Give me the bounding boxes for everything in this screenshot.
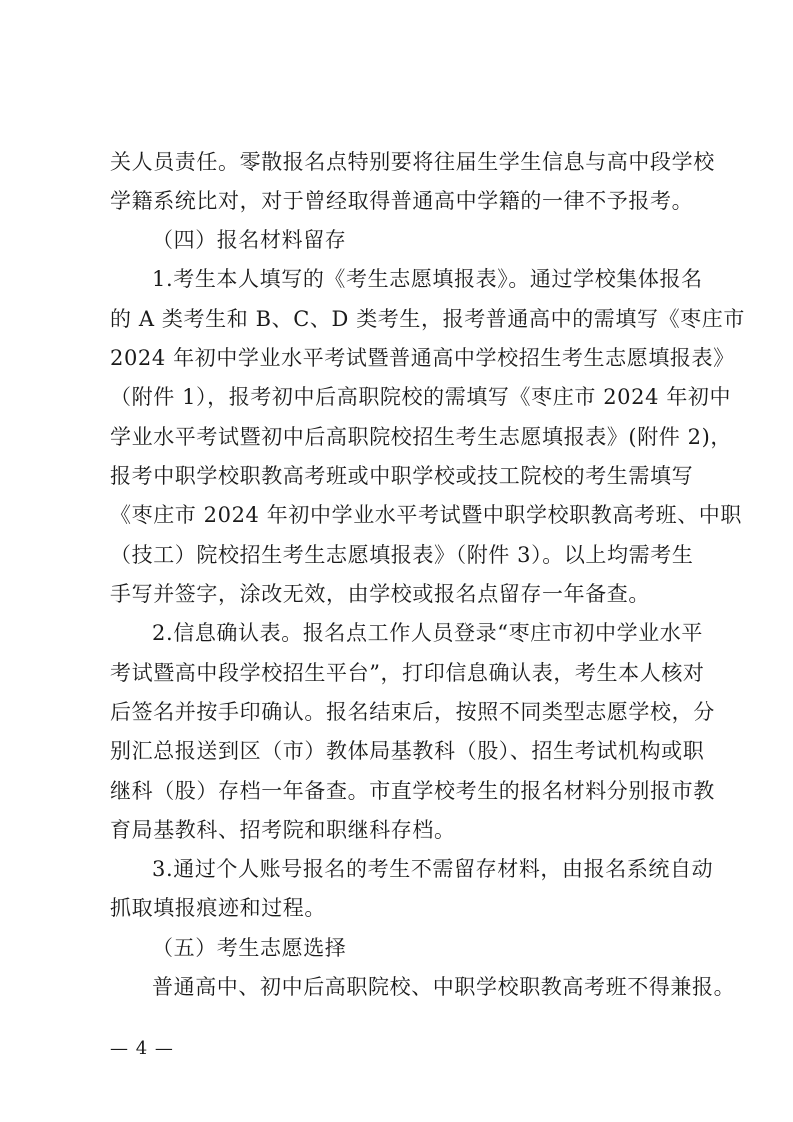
body-line: 别汇总报送到区（市）教体局基教科（股）、招生考试机构或职 [110,739,705,763]
body-line: 报考中职学校职教高考班或中职学校或技工院校的考生需填写 [110,464,694,488]
body-line: 的 A 类考生和 B、C、D 类考生，报考普通高中的需填写《枣庄市 [110,307,746,331]
body-line: 考试暨高中段学校招生平台”，打印信息确认表，考生本人核对 [110,661,705,685]
body-line: 关人员责任。零散报名点特别要将往届生学生信息与高中段学校 [110,150,715,174]
body-line: 2024 年初中学业水平考试暨普通高中学校招生考生志愿填报表》 [110,346,735,370]
body-line: 普通高中、初中后高职院校、中职学校职教高考班不得兼报。 [152,975,736,999]
section-heading: （四）报名材料留存 [152,228,347,252]
body-line: 3.通过个人账号报名的考生不需留存材料，由报名系统自动 [152,857,714,881]
body-line: 学业水平考试暨初中后高职院校招生考生志愿填报表》(附件 2)， [110,425,733,449]
body-line: 1.考生本人填写的《考生志愿填报表》。通过学校集体报名 [152,267,703,291]
body-line: 手写并签字，涂改无效，由学校或报名点留存一年备查。 [110,582,650,606]
body-line: 2.信息确认表。报名点工作人员登录“枣庄市初中学业水平 [152,621,703,645]
body-line: 学籍系统比对，对于曾经取得普通高中学籍的一律不予报考。 [110,189,694,213]
page-number: — 4 — [110,1038,174,1059]
body-line: 抓取填报痕迹和过程。 [110,896,326,920]
body-line: （技工）院校招生考生志愿填报表》（附件 3）。以上均需考生 [110,543,694,567]
body-line: （附件 1），报考初中后高职院校的需填写《枣庄市 2024 年初中 [110,385,732,409]
body-line: 《枣庄市 2024 年初中学业水平考试暨中职学校职教高考班、中职 [110,503,742,527]
body-line: 后签名并按手印确认。报名结束后，按照不同类型志愿学校，分 [110,700,715,724]
section-heading: （五）考生志愿选择 [152,936,347,960]
body-line: 继科（股）存档一年备查。市直学校考生的报名材料分别报市教 [110,779,715,803]
body-line: 育局基教科、招考院和职继科存档。 [110,818,456,842]
